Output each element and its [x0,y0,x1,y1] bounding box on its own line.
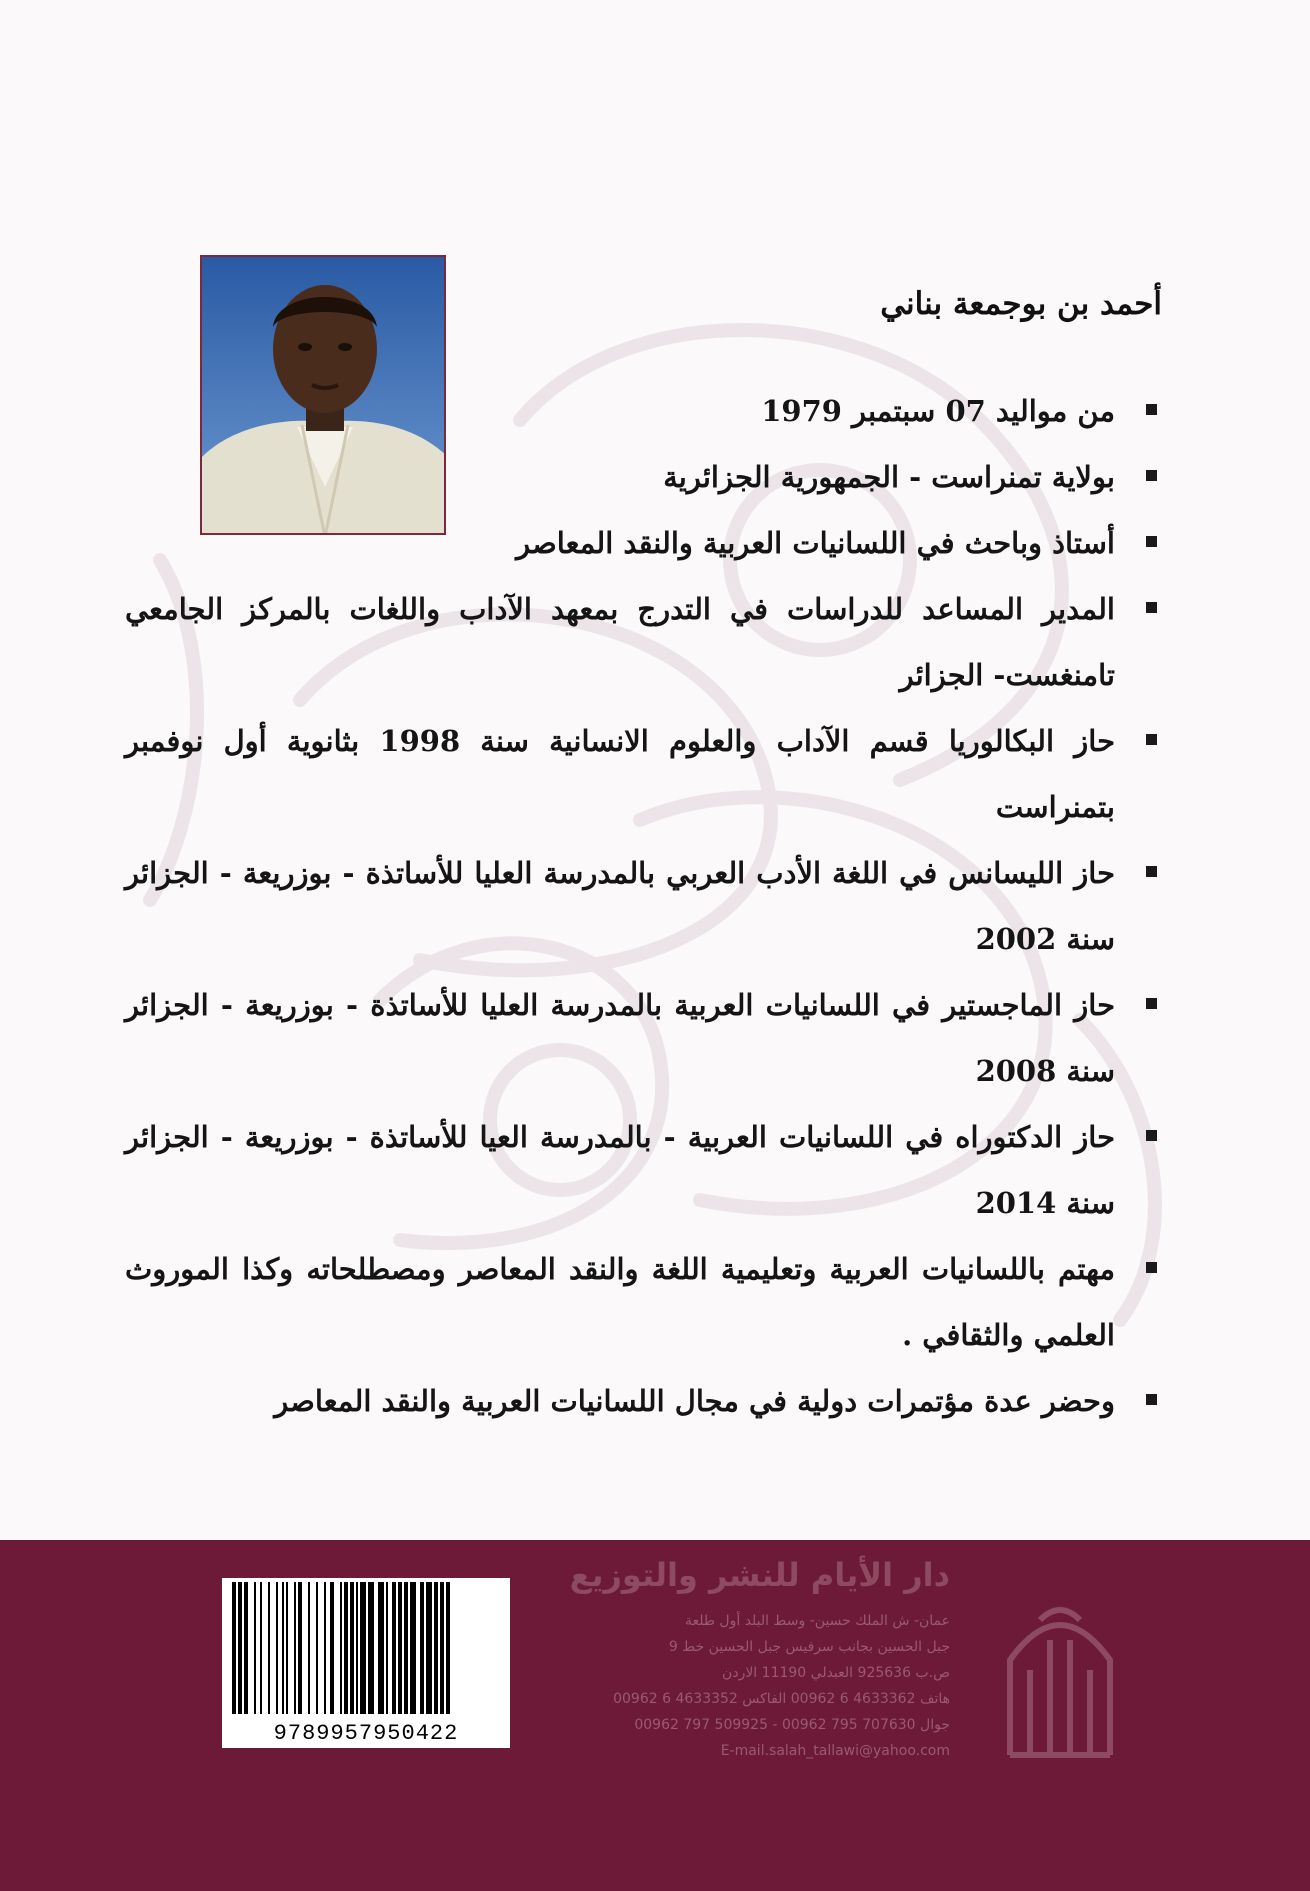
barcode-bar [392,1582,396,1714]
barcode-bars [226,1582,506,1714]
barcode-bar [434,1582,438,1714]
phone-line: هاتف 4633362 6 00962 الفاكس 4633352 6 00962 [613,1691,950,1707]
list-item: وحضر عدة مؤتمرات دولية في مجال اللسانيات العربية والنقد المعاصر [125,1368,1115,1434]
barcode-bar [286,1582,288,1714]
barcode-bar [298,1582,302,1714]
barcode-bar [446,1582,450,1714]
bullet-icon [1146,470,1157,481]
barcode-bar [426,1582,432,1714]
bullet-icon [1146,998,1157,1009]
bullet-icon [1146,1130,1157,1141]
bullet-icon [1146,536,1157,547]
bullet-icon [1146,404,1157,415]
author-name: أحمد بن بوجمعة بناني [880,286,1162,322]
barcode-bar [260,1582,262,1714]
barcode-bar [324,1582,326,1714]
email-line: E-mail.salah_tallawi@yahoo.com [720,1743,950,1759]
barcode-bar [344,1582,348,1714]
list-item: المدير المساعد للدراسات في التدرج بمعهد الآداب واللغات بالمركز الجامعي تامنغست- الجزائر [125,576,1115,708]
barcode-bar [238,1582,242,1714]
barcode-bar [440,1582,444,1714]
isbn-number: 9789957950422 [222,1721,510,1746]
barcode-bar [282,1582,284,1714]
barcode-bar [244,1582,248,1714]
address-line: جبل الحسين بجانب سرفيس جبل الحسين خط 9 [668,1639,950,1655]
bullet-icon [1146,602,1157,613]
publisher-logo-icon [1000,1580,1120,1765]
list-item: مهتم باللسانيات العربية وتعليمية اللغة والنقد المعاصر ومصطلحاته وكذا الموروث العلمي والثقافي . [125,1236,1115,1368]
bullet-icon [1146,1394,1157,1405]
barcode-bar [420,1582,424,1714]
barcode-bar [308,1582,310,1714]
barcode-bar [276,1582,278,1714]
barcode-bar [350,1582,354,1714]
biography-list [125,378,1115,1434]
barcode-bar [356,1582,358,1714]
po-box-line: ص.ب 925636 العبدلي 11190 الاردن [722,1665,950,1681]
barcode-bar [330,1582,334,1714]
barcode-bar [398,1582,402,1714]
list-item: حاز الليسانس في اللغة الأدب العربي بالمدرسة العليا للأساتذة - بوزريعة - الجزائر سنة 2002 [125,840,1115,972]
barcode-bar [378,1582,384,1714]
list-item: حاز الماجستير في اللسانيات العربية بالمدرسة العليا للأساتذة - بوزريعة - الجزائر سنة 2008 [125,972,1115,1104]
barcode-bar [404,1582,408,1714]
list-item: حاز البكالوريا قسم الآداب والعلوم الانسانية سنة 1998 بثانوية أول نوفمبر بتمنراست [125,708,1115,840]
list-item: أستاذ وباحث في اللسانيات العربية والنقد المعاصر [125,510,1115,576]
barcode-bar [340,1582,342,1714]
barcode-bar [410,1582,416,1714]
barcode-bar [232,1582,236,1714]
bullet-icon [1146,866,1157,877]
barcode-bar [360,1582,366,1714]
address-line: عمان- ش الملك حسين- وسط البلد أول طلعة [684,1613,950,1629]
barcode-bar [368,1582,374,1714]
list-item: من مواليد 07 سبتمبر 1979 [125,378,1115,444]
mobile-line: جوال 707630 795 00962 - 509925 797 00962 [634,1717,950,1733]
barcode-bar [268,1582,270,1714]
isbn-barcode [222,1578,510,1748]
barcode-bar [386,1582,388,1714]
bullet-icon [1146,734,1157,745]
barcode-bar [316,1582,318,1714]
barcode-bar [294,1582,296,1714]
barcode-bar [254,1582,256,1714]
bullet-icon [1146,1262,1157,1273]
publisher-name: دار الأيام للنشر والتوزيع [569,1556,950,1594]
list-item: بولاية تمنراست - الجمهورية الجزائرية [125,444,1115,510]
publisher-contact [530,1608,950,1764]
list-item: حاز الدكتوراه في اللسانيات العربية - بالمدرسة العيا للأساتذة - بوزريعة - الجزائر سنة 2014 [125,1104,1115,1236]
